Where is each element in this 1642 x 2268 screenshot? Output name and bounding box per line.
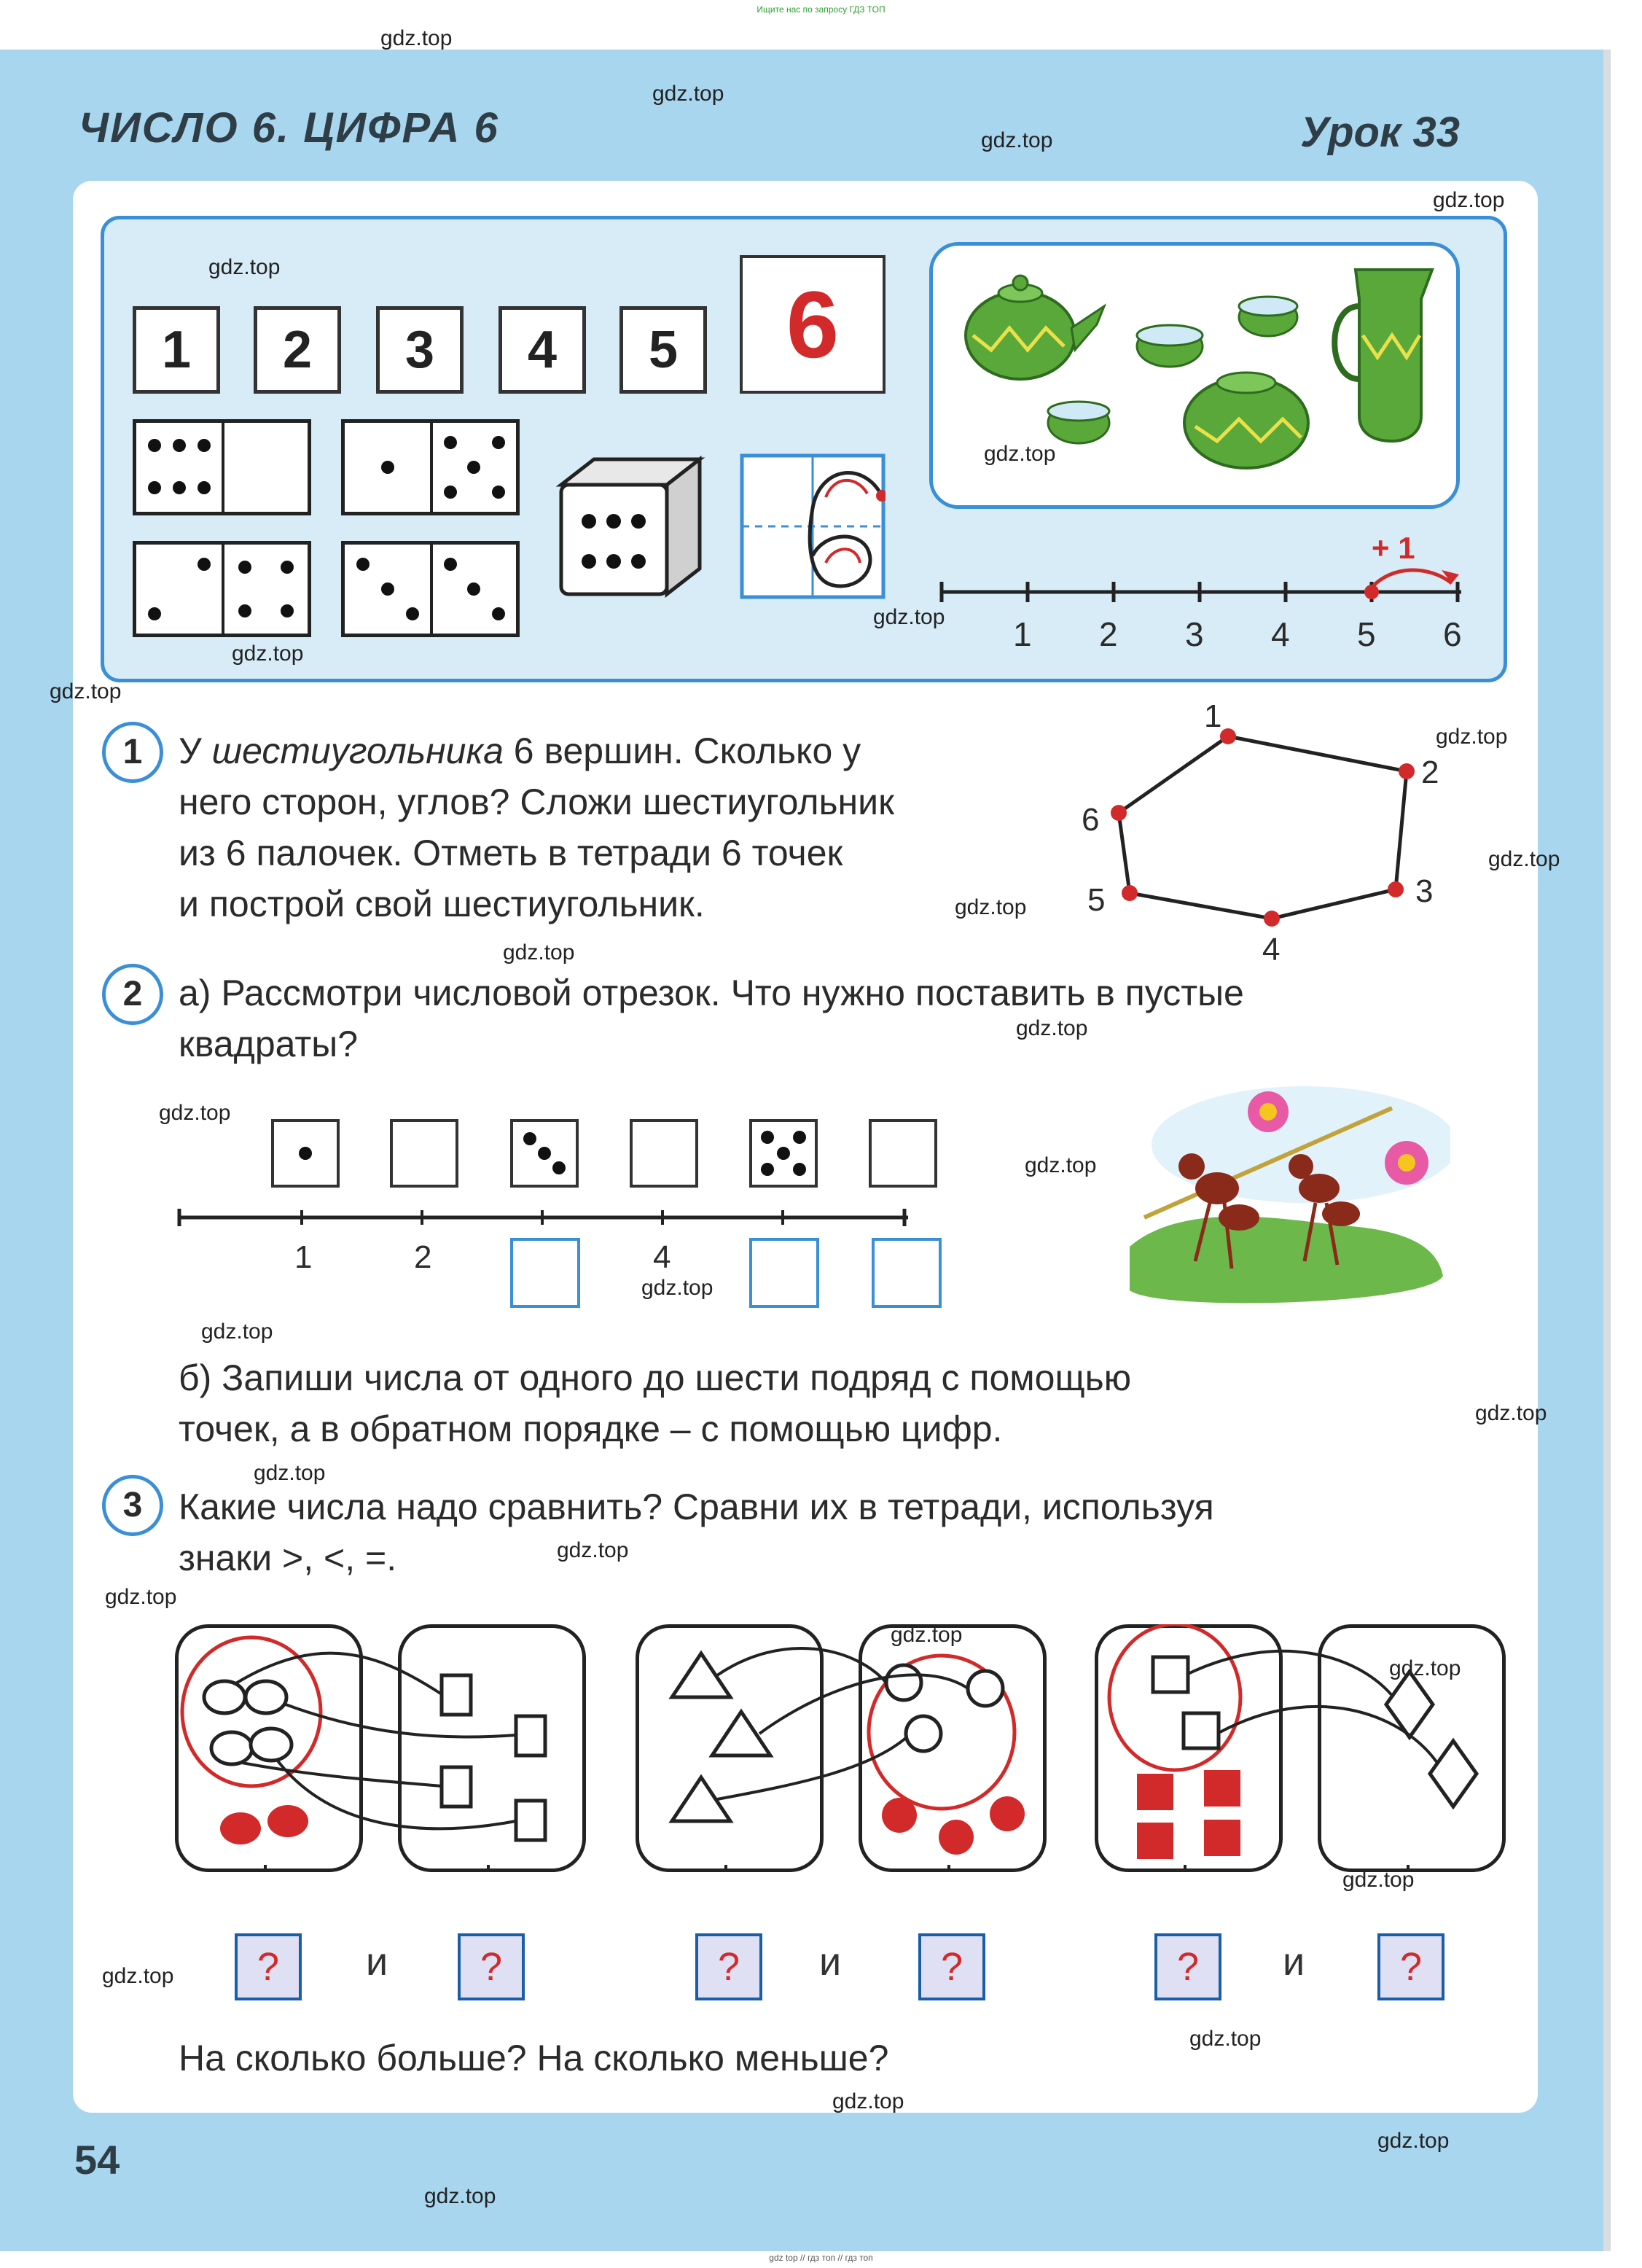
segment-label-4: 4 — [653, 1239, 671, 1275]
watermark-text: gdz.top — [232, 642, 304, 666]
watermark-text: gdz.top — [832, 2089, 904, 2113]
task-2a-line-2: квадраты? — [179, 1024, 359, 1064]
dice-square-three — [510, 1119, 579, 1188]
six-writing-guide — [740, 453, 885, 599]
die-six-icon — [554, 452, 707, 605]
task-2b-line-1: б) Запиши числа от одного до шести подряд с помощью — [179, 1357, 1132, 1398]
intro-tick-5: 5 — [1357, 615, 1376, 653]
hexagon-vertex-3: 3 — [1415, 873, 1434, 909]
group-2-left-answer-box[interactable]: ? — [695, 1933, 762, 2000]
watermark-text: gdz.top — [1475, 1401, 1547, 1425]
task-1-number: 1 — [102, 722, 163, 783]
hexagon-vertex-6: 6 — [1082, 802, 1100, 838]
watermark-text: gdz.top — [652, 82, 724, 106]
segment-label-1: 1 — [294, 1239, 313, 1275]
top-watermark: Ищите нас по запросу ГДЗ ТОП — [757, 4, 885, 15]
task-3-line-2: знаки >, <, =. — [179, 1538, 397, 1578]
plus-one-label: + 1 — [1372, 531, 1415, 565]
domino-2-4 — [133, 541, 311, 637]
watermark-text: gdz.top — [208, 255, 281, 279]
digit-card-5: 5 — [619, 306, 707, 394]
watermark-text: gdz.top — [424, 2184, 496, 2208]
group-1-and-word: и — [366, 1940, 388, 1984]
group-3-left-answer-box[interactable]: ? — [1154, 1933, 1221, 2000]
task-2-number-segment — [172, 1203, 923, 1232]
task-2-number: 2 — [102, 964, 163, 1025]
lesson-label: Урок 33 — [1300, 109, 1460, 156]
watermark-text: gdz.top — [254, 1461, 326, 1485]
task-2b-line-2: точек, а в обратном порядке – с помощью цифр. — [179, 1408, 1003, 1449]
task-3-number: 3 — [102, 1475, 163, 1536]
digit-card-3: 3 — [376, 306, 464, 394]
intro-tick-3: 3 — [1185, 615, 1204, 653]
empty-square-2 — [390, 1119, 458, 1188]
group-2-and-word: и — [819, 1940, 842, 1984]
domino-3-3 — [341, 541, 520, 637]
intro-tick-1: 1 — [1013, 615, 1032, 653]
task-1-line-1: У шестиугольника 6 вершин. Сколько у — [179, 730, 861, 771]
watermark-text: gdz.top — [1377, 2129, 1450, 2153]
blank-answer-square-5[interactable] — [749, 1238, 819, 1308]
domino-6-0 — [133, 419, 311, 515]
bottom-watermark: gdz top // гдз топ // гдз топ — [769, 2253, 873, 2263]
watermark-text: gdz.top — [1342, 1868, 1415, 1892]
intro-tick-6: 6 — [1443, 615, 1462, 653]
dice-square-one — [271, 1119, 340, 1188]
task-1-line-3: из 6 палочек. Отметь в тетради 6 точек — [179, 833, 843, 873]
digit-card-2: 2 — [254, 306, 341, 394]
hexagon-figure — [1071, 722, 1450, 948]
group-3-right-answer-box[interactable]: ? — [1377, 1933, 1444, 2000]
bottom-question: На сколько больше? На сколько меньше? — [179, 2038, 889, 2078]
domino-1-5 — [341, 419, 520, 515]
big-digit-six: 6 — [740, 255, 885, 394]
watermark-text: gdz.top — [641, 1276, 714, 1300]
blank-answer-square-3[interactable] — [510, 1238, 580, 1308]
group-2-right-answer-box[interactable]: ? — [918, 1933, 985, 2000]
digit-card-4: 4 — [499, 306, 586, 394]
watermark-text: gdz.top — [955, 895, 1027, 919]
watermark-text: gdz.top — [1016, 1016, 1088, 1040]
watermark-text: gdz.top — [984, 442, 1056, 466]
watermark-text: gdz.top — [50, 679, 122, 704]
watermark-text: gdz.top — [159, 1101, 231, 1125]
task-3-line-1: Какие числа надо сравнить? Сравни их в тетради, используя — [179, 1486, 1214, 1527]
watermark-text: gdz.top — [873, 605, 945, 629]
group-2-shapes — [636, 1624, 1044, 1872]
page-number: 54 — [74, 2137, 120, 2183]
group-1-right-answer-box[interactable]: ? — [458, 1933, 525, 2000]
empty-square-6 — [869, 1119, 937, 1188]
watermark-text: gdz.top — [105, 1585, 177, 1609]
watermark-text: gdz.top — [557, 1538, 629, 1562]
blank-answer-square-6[interactable] — [872, 1238, 942, 1308]
hexagon-vertex-4: 4 — [1262, 932, 1281, 967]
watermark-text: gdz.top — [1025, 1153, 1097, 1177]
watermark-text: gdz.top — [201, 1320, 273, 1344]
intro-tick-4: 4 — [1271, 615, 1290, 653]
ants-flowers-illustration — [1115, 1079, 1450, 1320]
watermark-text: gdz.top — [503, 940, 575, 965]
hexagon-vertex-2: 2 — [1421, 755, 1439, 790]
watermark-text: gdz.top — [981, 128, 1053, 152]
watermark-text: gdz.top — [102, 1964, 174, 1988]
page-title: ЧИСЛО 6. ЦИФРА 6 — [79, 104, 499, 152]
watermark-text: gdz.top — [1389, 1656, 1461, 1680]
task-2a-line-1: а) Рассмотри числовой отрезок. Что нужно поставить в пустые — [179, 973, 1244, 1013]
watermark-text: gdz.top — [1433, 188, 1505, 212]
watermark-text: gdz.top — [1189, 2027, 1262, 2051]
group-1-left-answer-box[interactable]: ? — [235, 1933, 302, 2000]
empty-square-4 — [630, 1119, 698, 1188]
group-1-shapes — [175, 1624, 583, 1872]
digit-card-1: 1 — [133, 306, 220, 394]
watermark-text: gdz.top — [891, 1623, 963, 1647]
intro-tick-2: 2 — [1099, 615, 1118, 653]
segment-label-2: 2 — [414, 1239, 432, 1275]
dice-square-five — [749, 1119, 818, 1188]
hexagon-vertex-5: 5 — [1087, 882, 1106, 918]
task-1-line-2: него сторон, углов? Сложи шестиугольник — [179, 782, 894, 822]
watermark-text: gdz.top — [1488, 847, 1560, 871]
hexagon-vertex-1: 1 — [1204, 698, 1222, 734]
watermark-text: gdz.top — [380, 26, 453, 50]
group-3-and-word: и — [1283, 1940, 1305, 1984]
watermark-text: gdz.top — [1436, 725, 1508, 749]
task-1-line-4: и построй свой шестиугольник. — [179, 884, 705, 924]
